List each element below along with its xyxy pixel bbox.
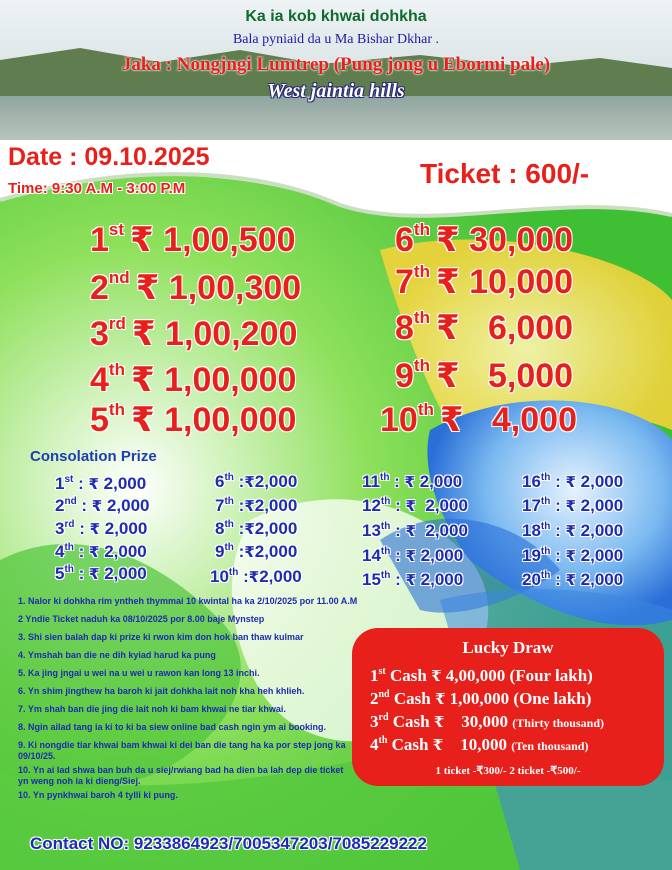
consolation-prize: 14th : ₹ 2,000: [362, 546, 464, 565]
consolation-prize: 8th :₹2,000: [215, 519, 298, 538]
rule-item: 10. Yn pynkhwai baroh 4 tylli ki pung.: [18, 790, 178, 800]
contact-numbers: Contact NO: 9233864923/7005347203/7085229222: [30, 834, 427, 853]
organizer-line: Bala pyniaid da u Ma Bishar Dkhar .: [232, 32, 440, 47]
consolation-prize: 11th : ₹ 2,000: [362, 472, 463, 491]
lucky-draw-entry: 2nd Cash ₹ 1,00,000 (One lakh): [370, 689, 592, 708]
rule-item: 10. Yn ai lad shwa ban buh da u siej/rwiang bad ha dien ba lah dep die ticket yn weng noh ia ki dieng/Siej.: [18, 765, 344, 786]
main-prize: 5th ₹ 1,00,000: [90, 400, 297, 440]
consolation-title: Consolation Prize: [30, 448, 157, 465]
rule-item: 4. Ymshah ban die ne dih kyiad harud ka pung: [18, 650, 216, 660]
consolation-prize: 3rd : ₹ 2,000: [55, 519, 148, 538]
consolation-prize: 18th : ₹ 2,000: [522, 521, 624, 540]
consolation-prize: 17th : ₹ 2,000: [522, 496, 624, 515]
lucky-draw-entry: 4th Cash ₹ 10,000 (Ten thousand): [370, 735, 589, 754]
consolation-prize: 19th : ₹ 2,000: [522, 546, 624, 565]
consolation-prize: 12th : ₹ 2,000: [362, 496, 468, 515]
main-prize: 3rd ₹ 1,00,200: [90, 314, 298, 354]
district-line: West jaintia hills: [267, 80, 405, 102]
rule-item: 5. Ka jing jngai u wei na u wei u rawon kan long 13 inchi.: [18, 668, 260, 678]
rule-item: 9. Ki nongdie tiar khwai bam khwai ki dei ban die tang ha ka por step jong ka 09/10/25.: [18, 740, 346, 761]
consolation-prize: 16th : ₹ 2,000: [522, 472, 624, 491]
consolation-prize: 9th :₹2,000: [215, 542, 298, 561]
consolation-prize: 15th : ₹ 2,000: [362, 570, 464, 589]
main-prize: 8th ₹ 6,000: [395, 308, 574, 348]
title-line: Ka ia kob khwai dohkha: [245, 8, 427, 25]
lucky-draw-entry: 3rd Cash ₹ 30,000 (Thirty thousand): [370, 712, 604, 731]
consolation-prize: 5th : ₹ 2,000: [55, 564, 147, 583]
consolation-prize: 2nd : ₹ 2,000: [55, 496, 150, 515]
event-date: Date : 09.10.2025: [8, 143, 210, 171]
main-prize: 9th ₹ 5,000: [395, 356, 574, 396]
consolation-prize: 20th : ₹ 2,000: [522, 570, 624, 589]
event-time: Time: 9:30 A.M - 3:00 P.M: [8, 180, 186, 197]
lucky-draw-entry: 1st Cash ₹ 4,00,000 (Four lakh): [370, 666, 593, 685]
main-prize: 4th ₹ 1,00,000: [90, 360, 297, 400]
rule-item: 8. Ngin ailad tang ia ki to ki ba siew online bad cash ngin ym ai booking.: [18, 722, 327, 732]
consolation-prize: 7th :₹2,000: [215, 496, 298, 515]
lucky-draw-title: Lucky Draw: [462, 638, 554, 657]
main-prize: 2nd ₹ 1,00,300: [90, 268, 302, 308]
main-prize: 1st ₹ 1,00,500: [90, 220, 296, 260]
consolation-prize: 4th : ₹ 2,000: [55, 542, 147, 561]
lucky-draw-ticket-note: 1 ticket -₹300/- 2 ticket -₹500/-: [435, 765, 581, 777]
consolation-prize: 13th : ₹ 2,000: [362, 521, 468, 540]
consolation-prize: 6th :₹2,000: [215, 472, 298, 491]
consolation-prize: 10th :₹2,000: [210, 567, 302, 586]
rule-item: 6. Yn shim jingthew ha baroh ki jait dohkha lait noh kha heh khlieh.: [18, 686, 305, 696]
consolation-prize: 1st : ₹ 2,000: [55, 474, 147, 493]
main-prize: 10th ₹ 4,000: [380, 400, 577, 440]
lucky-draw-panel: [352, 628, 664, 786]
rule-item: 7. Ym shah ban die jing die lait noh ki bam khwai ne tiar khwai.: [18, 704, 286, 714]
rules-list: [18, 596, 378, 808]
rule-item: 1. Nalor ki dohkha rim yntheh thymmai 10 kwintal ha ka 2/10/2025 por 11.00 A.M: [18, 596, 358, 606]
main-prize: 6th ₹ 30,000: [395, 220, 574, 260]
main-prize: 7th ₹ 10,000: [395, 262, 574, 302]
ticket-price: Ticket : 600/-: [420, 158, 590, 189]
rule-item: 3. Shi sien balah dap ki prize ki rwon kim don hok ban thaw kulmar: [18, 632, 304, 642]
venue-line: Jaka : Nongjngi Lumtrep (Pung jong u Ebormi pale): [121, 54, 551, 75]
rule-item: 2 Yndie Ticket naduh ka 08/10/2025 por 8.00 baje Mynstep: [18, 614, 265, 624]
